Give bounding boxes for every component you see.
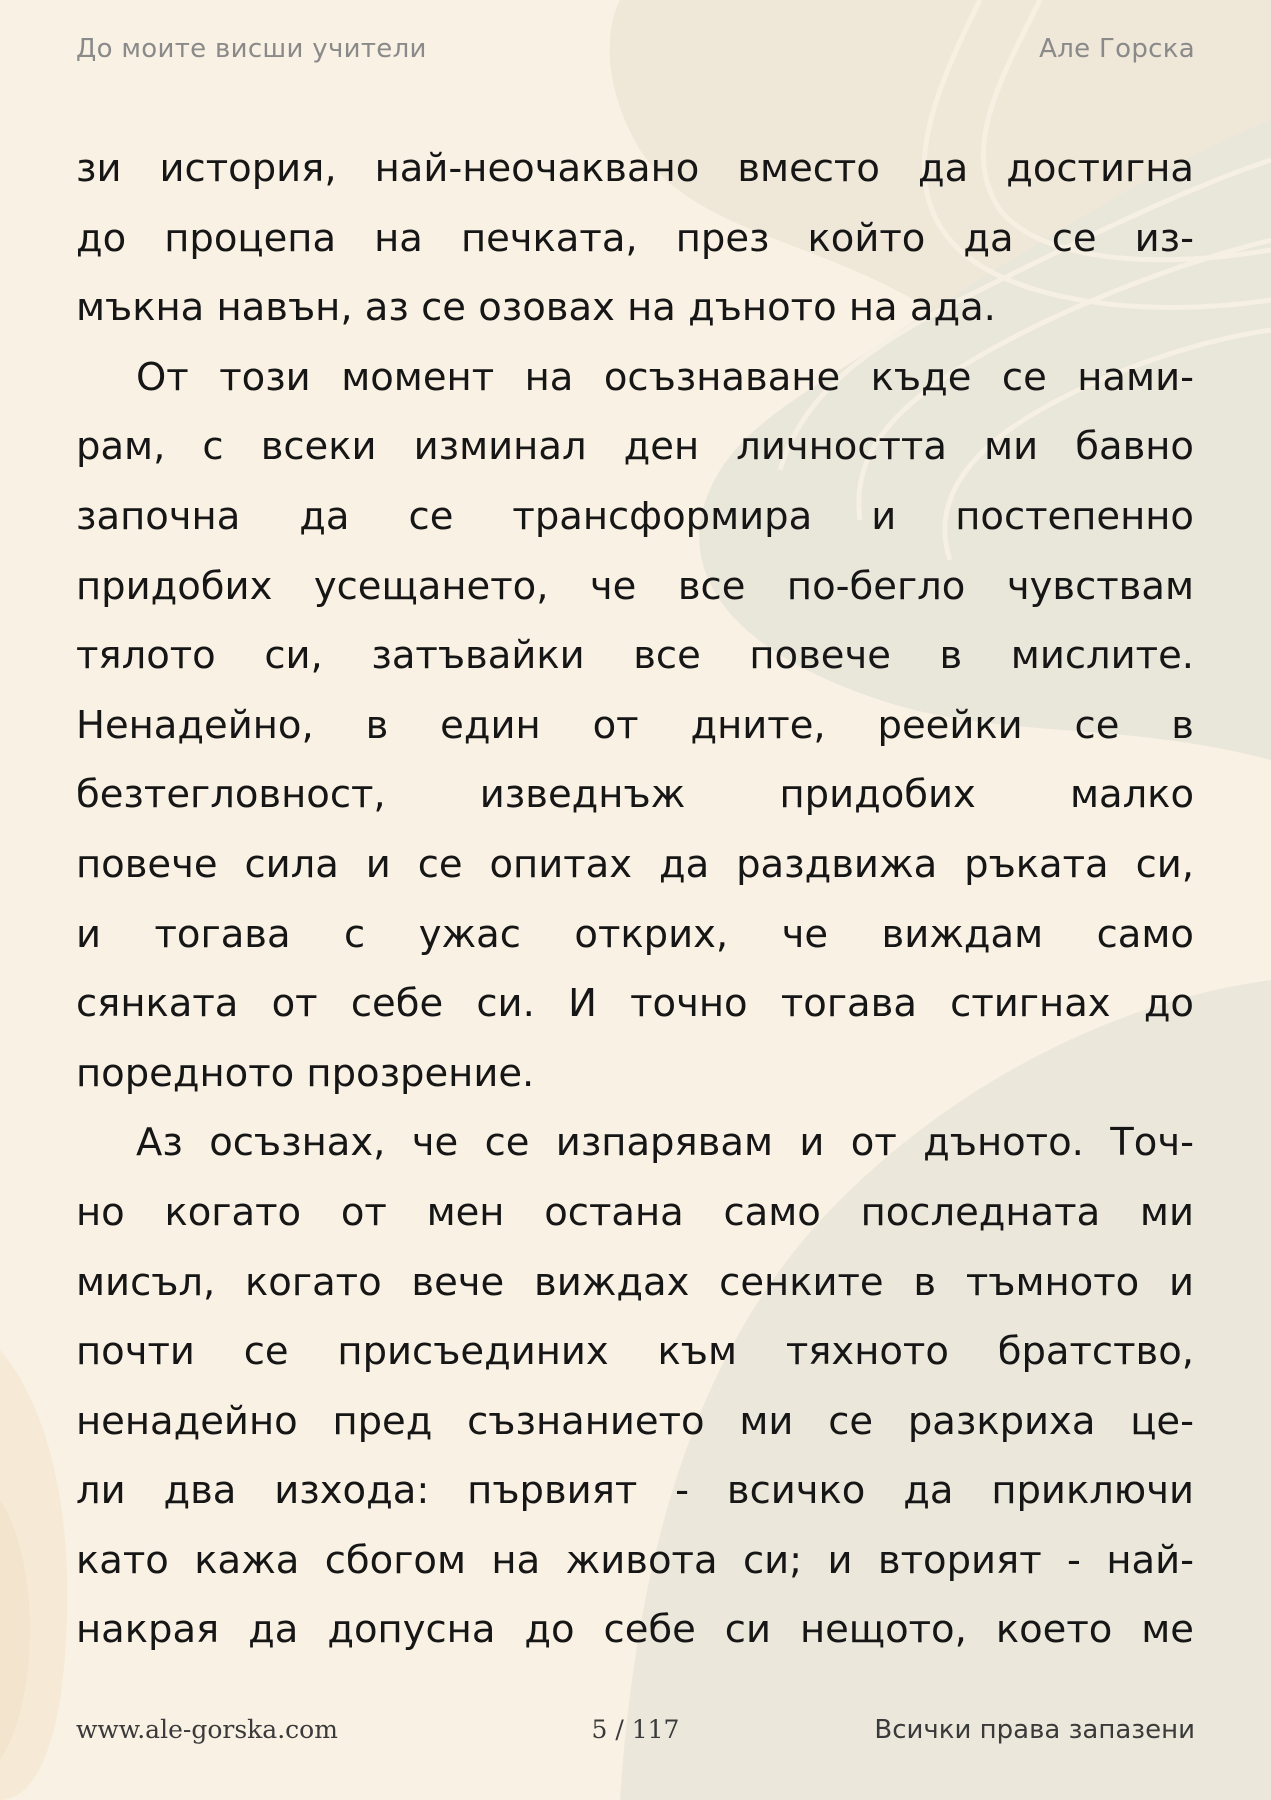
text-line: ли два изхода: първият - всичко да приключи [76,1468,1194,1514]
header-book-title: До моите висши учители [76,34,427,64]
text-line: повече сила и се опитах да раздвижа ръката си, [76,841,1194,887]
text-line: тялото си, затъвайки все повече в мислите. [76,633,1194,679]
header-author: Але Горска [1039,34,1195,64]
footer-page-number: 5 / 117 [591,1715,680,1744]
text-line: придобих усещането, че все по-бегло чувствам [76,563,1194,609]
text-line: Аз осъзнах, че се изпарявам и от дъното. Точ- [136,1120,1194,1166]
text-line: мисъл, когато вече виждах сенките в тъмното и [76,1259,1194,1305]
text-line: като кажа сбогом на живота си; и вторият - най- [76,1537,1194,1583]
text-line: поредното прозрение. [76,1050,535,1096]
text-line: безтегловност, изведнъж придобих малко [76,772,1194,818]
text-line: От този момент на осъзнаване къде се нами- [136,354,1194,400]
text-line: и тогава с ужас открих, че виждам само [76,911,1194,957]
text-line: мъкна навън, аз се озовах на дъното на ада. [76,285,996,331]
text-line: Ненадейно, в един от дните, реейки се в [76,702,1194,748]
text-line: започна да се трансформира и постепенно [76,493,1194,539]
text-line: но когато от мен остана само последната ми [76,1189,1194,1235]
footer-rights: Всички права запазени [874,1715,1195,1745]
text-line: зи история, най-неочаквано вместо да достигна [76,146,1194,191]
body-text [76,134,1194,1665]
text-line: до процепа на печката, през който да се из- [76,215,1194,261]
text-line: почти се присъединих към тяхното братство, [76,1329,1194,1375]
text-line: рам, с всеки изминал ден личността ми бавно [76,424,1194,470]
text-line: сянката от себе си. И точно тогава стигнах до [76,981,1194,1027]
footer-website-link[interactable]: www.ale-gorska.com [76,1715,338,1744]
text-line: ненадейно пред съзнанието ми се разкриха це- [76,1398,1194,1444]
text-line: накрая да допусна до себе си нещото, което ме [76,1607,1194,1653]
